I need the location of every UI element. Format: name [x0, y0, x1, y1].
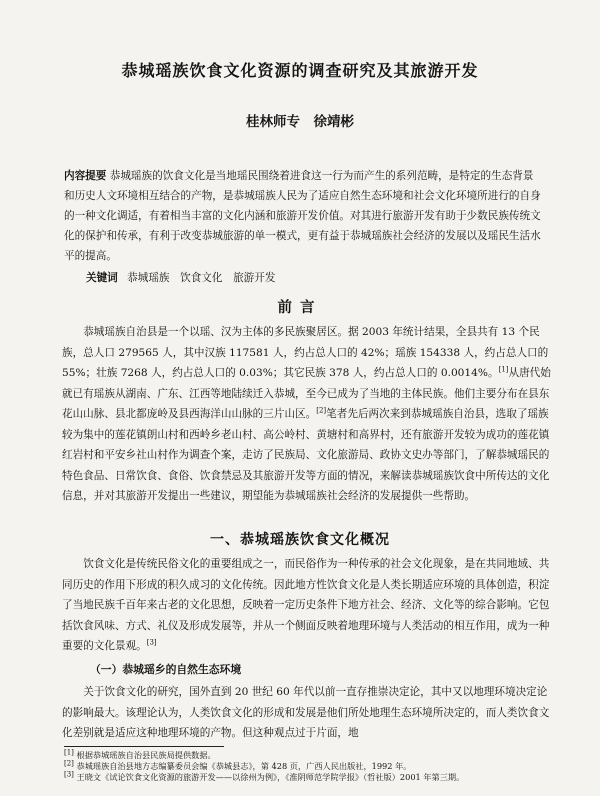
section1-text: 饮食文化是传统民俗文化的重要组成之一，而民俗作为一种传承的社会文化现象，是在共同地域、共同历史的作用下形成的积久成习的文化传统。因此地方性饮食文化是人类长期适应环境的具体创造，积淀了当地民族千百年来古老的文化思想，反映着一定历史条件下地方社会、经济、文化等的综合影响。它包括饮食风味、方式、礼仪及形成发展等，并从一个侧面反映着地理环境与人类活动的相互作用，成为一种重要的文化景观。	[62, 558, 550, 652]
keywords	[86, 270, 546, 285]
footnote-divider	[64, 746, 224, 747]
subsection1-paragraph	[62, 682, 552, 744]
footnote-ref-2: [2]	[316, 406, 327, 415]
preface-heading: 前言	[277, 299, 323, 316]
section1-body	[62, 554, 552, 657]
paper-authors: 桂林师专 徐靖彬	[246, 114, 354, 130]
footnote-item	[64, 761, 554, 772]
keywords-text: 恭城瑶族 饮食文化 旅游开发	[127, 272, 276, 284]
abstract-label: 内容提要	[64, 170, 107, 182]
footnote-mark: [3]	[64, 770, 74, 779]
footnote-item	[64, 750, 554, 761]
preface-body	[62, 322, 552, 507]
footnote-item	[64, 772, 554, 783]
footnote-text: 王晓文《试论饮食文化资源的旅游开发——以徐州为例》，《淮阴师范学院学报》（哲社版）2001 年第三期。	[76, 772, 465, 782]
footnote-text: 根据恭城瑶族自治县民族局提供数据。	[76, 750, 216, 760]
footnote-ref-1: [1]	[498, 365, 509, 374]
paper-title: 恭城瑶族饮食文化资源的调查研究及其旅游开发	[121, 61, 479, 80]
abstract	[64, 166, 544, 266]
preface-paragraph	[62, 322, 552, 507]
footnotes	[64, 750, 554, 783]
footnote-text: 恭城瑶族自治县地方志编纂委员会编《恭城县志》，第 428 页，广西人民出版社，1992 年。	[76, 761, 412, 771]
abstract-text: 恭城瑶族的饮食文化是当地瑶民围绕着进食这一行为而产生的系列范畴，是特定的生态背景和历史人文环境相互结合的产物，是恭城瑶族人民为了适应自然生态环境和社会文化环境所进行的自身的一种文化调适，有着相当丰富的文化内涵和旅游开发价值。对其进行旅游开发有助于少数民族传统文化的保护和传承，有利于改变恭城旅游的单一模式，更有益于恭城瑶族社会经济的发展以及瑶民生活水平的提高。	[64, 170, 541, 262]
footnote-mark: [1]	[64, 748, 74, 757]
subsection1-heading: （一）恭城瑶乡的自然生态环境	[90, 663, 242, 676]
section1-paragraph	[62, 554, 552, 657]
preface-text-a: 恭城瑶族自治县是一个以瑶、汉为主体的多民族聚居区。据 2003 年统计结果，全县共有 13 个民族，总人口 279565 人，其中汉族 117581 人，约占总人口的 42%；瑶族 154338 人，约占总人口的 55%；壮族 7268 人，约占总人口的 0.03%；其它民族 378 人，约占总人口的 0.0014%。	[62, 326, 549, 379]
keywords-label: 关键词	[86, 272, 118, 284]
footnote-ref-3: [3]	[146, 638, 157, 647]
preface-text-b: 从唐代始就已有瑶族从湖南、广东、江西等地陆续迁入恭城，至今已成为了当地的主体民族。他们主要分布在县东花山山脉、县北都庞岭及县西海洋山山脉的三片山区。	[62, 367, 551, 420]
preface-text-c: 笔者先后两次来到恭城瑶族自治县，选取了瑶族较为集中的莲花镇朗山村和西岭乡老山村、高公岭村、黄塘村和高界村，还有旅游开发较为成功的莲花镇红岩村和平安乡社山村作为调查个案，走访了民族局、文化旅游局、政协文史办等部门，了解恭城瑶民的特色食品、日常饮食、食俗、饮食禁忌及其旅游开发等方面的情况，来解读恭城瑶族饮食中所传达的文化信息，并对其旅游开发提出一些建议，期望能为恭城瑶族社会经济的发展提供一些帮助。	[62, 408, 550, 502]
footnote-mark: [2]	[64, 759, 74, 768]
subsection1-text: 关于饮食文化的研究，国外直到 20 世纪 60 年代以前一直存推崇决定论，其中又以地理环境决定论的影响最大。该理论认为，人类饮食文化的形成和发展是他们所处地理生态环境所决定的，而人类饮食文化差别就是适应这种地理环境的产物。但这种观点过于片面，地	[62, 686, 550, 739]
subsection1-body	[62, 682, 552, 744]
section1-heading: 一、恭城瑶族饮食文化概况	[210, 532, 390, 548]
